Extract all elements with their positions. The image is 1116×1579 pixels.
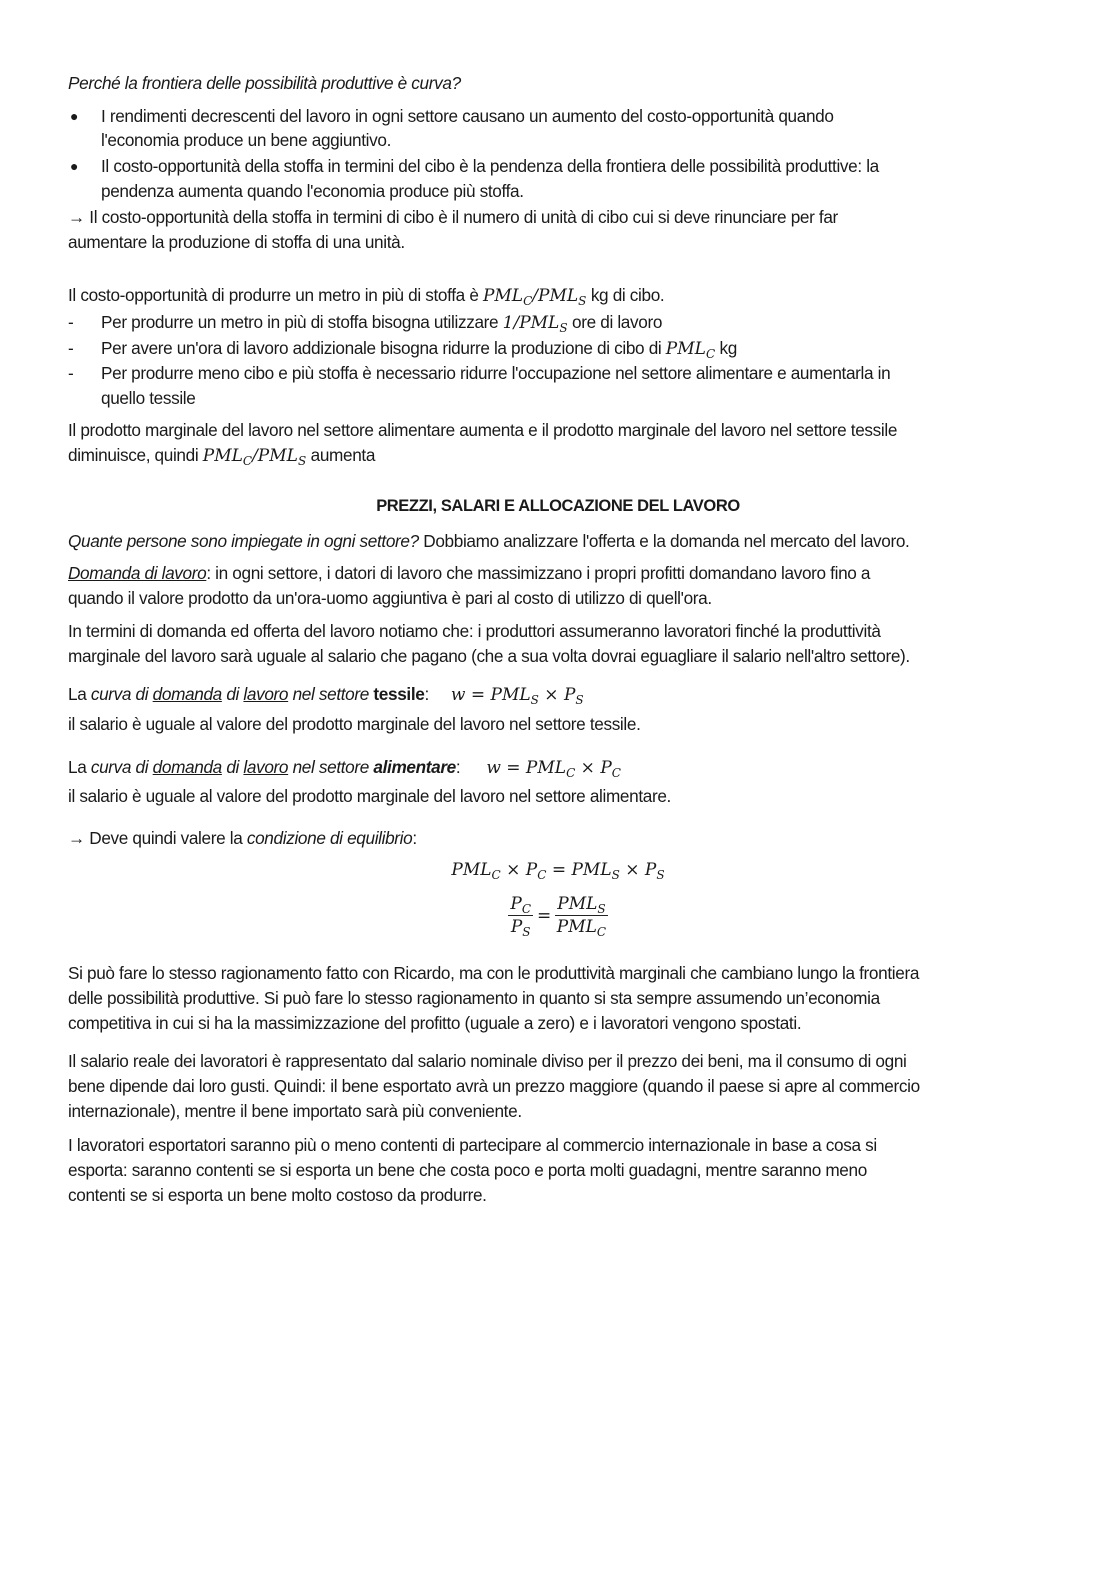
math-formula: $w = PML_C \times P_C$ (486, 758, 621, 780)
math-expression: $PML_C$ (665, 339, 716, 361)
dash-item: Per avere un'ora di lavoro addizionale bisogna ridurre la produzione di cibo di $PML_C$ kg (101, 338, 738, 361)
bullet-text: I rendimenti decrescenti del lavoro in ogni settore causano un aumento del costo-opportunità quando (101, 106, 834, 126)
section-question: Perché la frontiera delle possibilità produttive è curva? (68, 73, 461, 93)
math-expression: $PML_C/PML_S$ (482, 286, 587, 308)
dash-item: quello tessile (101, 388, 196, 408)
question-line: Quante persone sono impiegate in ogni settore? Dobbiamo analizzare l'offerta e la domanda nel mercato del lavoro. (68, 531, 910, 551)
equilibrium-equation-2: $\frac{P_C}{P_S}$ = $\frac{PML_S}{PML_C}$ (510, 894, 607, 939)
conclusion: Il prodotto marginale del lavoro nel settore alimentare aumenta e il prodotto marginale del lavoro nel settore tessile (68, 420, 898, 440)
labor-demand-definition: quando il valore prodotto da un'ora-uomo aggiuntiva è pari al costo di utilizzo di quell'ora. (68, 588, 712, 608)
equilibrium-equation-1: $PML_C \times P_C = PML_S \times P_S$ (451, 860, 665, 882)
supply-demand-note: marginale del lavoro sarà uguale al salario che pagano (che a sua volta dovrai eguagliare il salario nell'altro settore). (68, 646, 910, 666)
math-expression: $1/PML_S$ (502, 313, 568, 335)
exporters-paragraph: contenti se si esporta un bene molto costoso da produrre. (68, 1185, 487, 1205)
supply-demand-note: In termini di domanda ed offerta del lavoro notiamo che: i produttori assumeranno lavoratori finché la produttività (68, 621, 881, 641)
equilibrium-intro: → Deve quindi valere la condizione di equilibrio: (68, 828, 417, 848)
section-heading: PREZZI, SALARI E ALLOCAZIONE DEL LAVORO (376, 497, 740, 515)
ricardo-paragraph: delle possibilità produttive. Si può fare lo stesso ragionamento in quanto si sta sempre assumendo un’economia (68, 988, 880, 1008)
opportunity-cost-intro: Il costo-opportunità di produrre un metro in più di stoffa è $PML_C/PML_S$ kg di cibo. (68, 285, 665, 308)
arrow-note: aumentare la produzione di stoffa di una unità. (68, 232, 405, 252)
dash-item: Per produrre un metro in più di stoffa bisogna utilizzare $1/PML_S$ ore di lavoro (101, 312, 663, 335)
dash-icon: - (68, 363, 74, 383)
dash-item: Per produrre meno cibo e più stoffa è necessario ridurre l'occupazione nel settore alimentare e aumentarla in (101, 363, 891, 383)
curve-explanation: il salario è uguale al valore del prodotto marginale del lavoro nel settore alimentare. (68, 786, 671, 806)
arrow-note: → Il costo-opportunità della stoffa in termini di cibo è il numero di unità di cibo cui si deve rinunciare per far (68, 207, 838, 227)
conclusion: diminuisce, quindi $PML_C/PML_S$ aumenta (68, 445, 376, 468)
ricardo-paragraph: Si può fare lo stesso ragionamento fatto con Ricardo, ma con le produttività marginali che cambiano lungo la frontiera (68, 963, 920, 983)
curve-alimentare: La curva di domanda di lavoro nel settore alimentare: $w = PML_C \times P_C$ (68, 757, 621, 780)
bullet-text: Il costo-opportunità della stoffa in termini del cibo è la pendenza della frontiera delle possibilità produttive: la (101, 156, 879, 176)
dash-icon: - (68, 312, 74, 332)
fraction-productivity-ratio: $\frac{PML_S}{PML_C}$ (556, 894, 607, 939)
curve-explanation: il salario è uguale al valore del prodotto marginale del lavoro nel settore tessile. (68, 714, 641, 734)
math-formula: $w = PML_S \times P_S$ (450, 685, 584, 707)
bullet-icon: ● (70, 108, 79, 124)
real-wage-paragraph: internazionale), mentre il bene importato sarà più conveniente. (68, 1101, 522, 1121)
math-expression: $PML_C/PML_S$ (202, 446, 307, 468)
exporters-paragraph: I lavoratori esportatori saranno più o meno contenti di partecipare al commercio internazionale in base a cosa si (68, 1135, 877, 1155)
bullet-text: pendenza aumenta quando l'economia produce più stoffa. (101, 181, 524, 201)
real-wage-paragraph: bene dipende dai loro gusti. Quindi: il bene esportato avrà un prezzo maggiore (quando il paese si apre al commercio (68, 1076, 920, 1096)
bullet-icon: ● (70, 158, 79, 174)
bullet-text: l'economia produce un bene aggiuntivo. (101, 130, 392, 150)
real-wage-paragraph: Il salario reale dei lavoratori è rappresentato dal salario nominale diviso per il prezzo dei beni, ma il consumo di ogni (68, 1051, 907, 1071)
labor-demand-definition: Domanda di lavoro: in ogni settore, i datori di lavoro che massimizzano i propri profitti domandano lavoro fino a (68, 563, 871, 583)
ricardo-paragraph: competitiva in cui si ha la massimizzazione del profitto (uguale a zero) e i lavoratori vengono spostati. (68, 1013, 802, 1033)
curve-tessile: La curva di domanda di lavoro nel settore tessile: $w = PML_S \times P_S$ (68, 684, 584, 707)
exporters-paragraph: esporta: saranno contenti se si esporta un bene che costa poco e porta molti guadagni, mentre saranno meno (68, 1160, 867, 1180)
dash-icon: - (68, 338, 74, 358)
fraction-price-ratio: $\frac{P_C}{P_S}$ (510, 894, 531, 939)
